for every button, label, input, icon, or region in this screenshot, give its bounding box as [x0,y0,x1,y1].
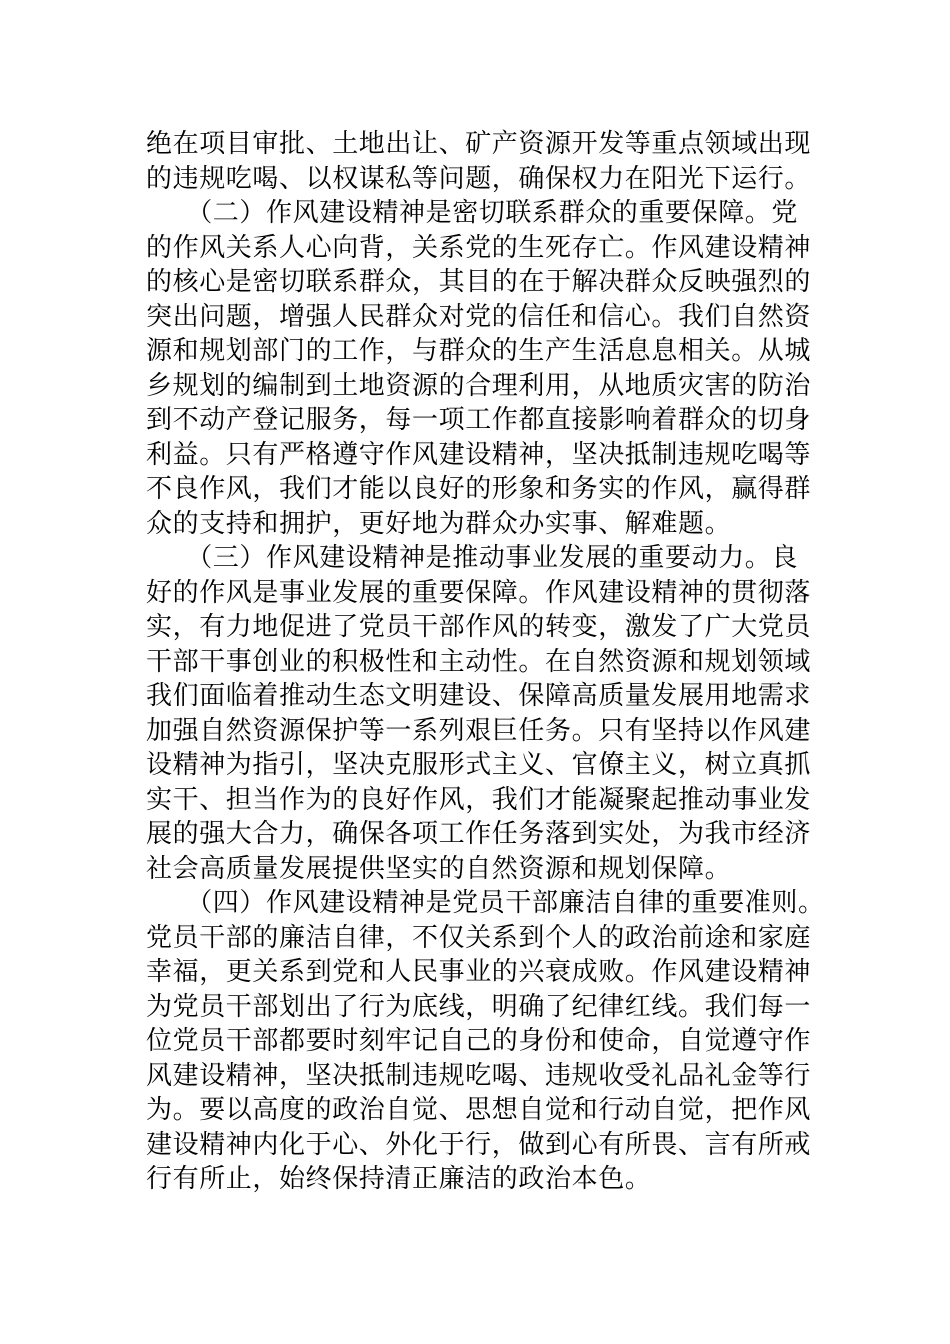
text-line: 的作风关系人心向背，关系党的生死存亡。作风建设精神 [146,232,812,263]
text-line: 实干、担当作为的良好作风，我们才能凝聚起推动事业发 [146,784,812,815]
text-line: 的核心是密切联系群众，其目的在于解决群众反映强烈的 [146,267,812,297]
text-line: （三）作风建设精神是推动事业发展的重要动力。良 [146,543,799,573]
text-line: 我们面临着推动生态文明建设、保障高质量发展用地需求 [146,681,812,711]
text-line: 乡规划的编制到土地资源的合理利用，从地质灾害的防治 [146,370,812,401]
text-line: 好的作风是事业发展的重要保障。作风建设精神的贯彻落 [146,577,812,608]
text-line: 党员干部的廉洁自律，不仅关系到个人的政治前途和家庭 [146,922,812,953]
text-line: 社会高质量发展提供坚实的自然资源和规划保障。 [146,853,732,884]
text-line: 到不动产登记服务，每一项工作都直接影响着群众的切身 [146,405,812,435]
text-line: 加强自然资源保护等一系列艰巨任务。只有坚持以作风建 [146,715,812,746]
text-line: 展的强大合力，确保各项工作任务落到实处，为我市经济 [146,819,812,849]
text-line: （四）作风建设精神是党员干部廉洁自律的重要准则。 [146,888,825,918]
text-line: 为党员干部划出了行为底线，明确了纪律红线。我们每一 [146,991,812,1022]
text-line: 源和规划部门的工作，与群众的生产生活息息相关。从城 [146,336,812,366]
text-line: 众的支持和拥护，更好地为群众办实事、解难题。 [146,508,732,539]
text-line: 设精神为指引，坚决克服形式主义、官僚主义，树立真抓 [146,750,812,780]
text-line: 利益。只有严格遵守作风建设精神，坚决抵制违规吃喝等 [146,439,812,470]
body-text [146,127,825,1197]
text-line: 的违规吃喝、以权谋私等问题，确保权力在阳光下运行。 [146,163,812,194]
text-line: 风建设精神，坚决抵制违规吃喝、违规收受礼品礼金等行 [146,1060,812,1091]
text-line: 为。要以高度的政治自觉、思想自觉和行动自觉，把作风 [146,1095,812,1125]
text-line: 位党员干部都要时刻牢记自己的身份和使命，自觉遵守作 [146,1026,812,1056]
text-line: 突出问题，增强人民群众对党的信任和信心。我们自然资 [146,301,812,332]
text-line: 不良作风，我们才能以良好的形象和务实的作风，赢得群 [146,474,812,504]
text-line: 绝在项目审批、土地出让、矿产资源开发等重点领域出现 [146,129,812,159]
text-line: 幸福，更关系到党和人民事业的兴衰成败。作风建设精神 [146,957,812,987]
text-line: 建设精神内化于心、外化于行，做到心有所畏、言有所戒 [146,1129,812,1160]
text-line: 实，有力地促进了党员干部作风的转变，激发了广大党员 [146,612,812,642]
text-line: 行有所止，始终保持清正廉洁的政治本色。 [146,1164,652,1194]
text-line: （二）作风建设精神是密切联系群众的重要保障。党 [146,198,799,228]
text-line: 干部干事创业的积极性和主动性。在自然资源和规划领域 [146,646,812,677]
